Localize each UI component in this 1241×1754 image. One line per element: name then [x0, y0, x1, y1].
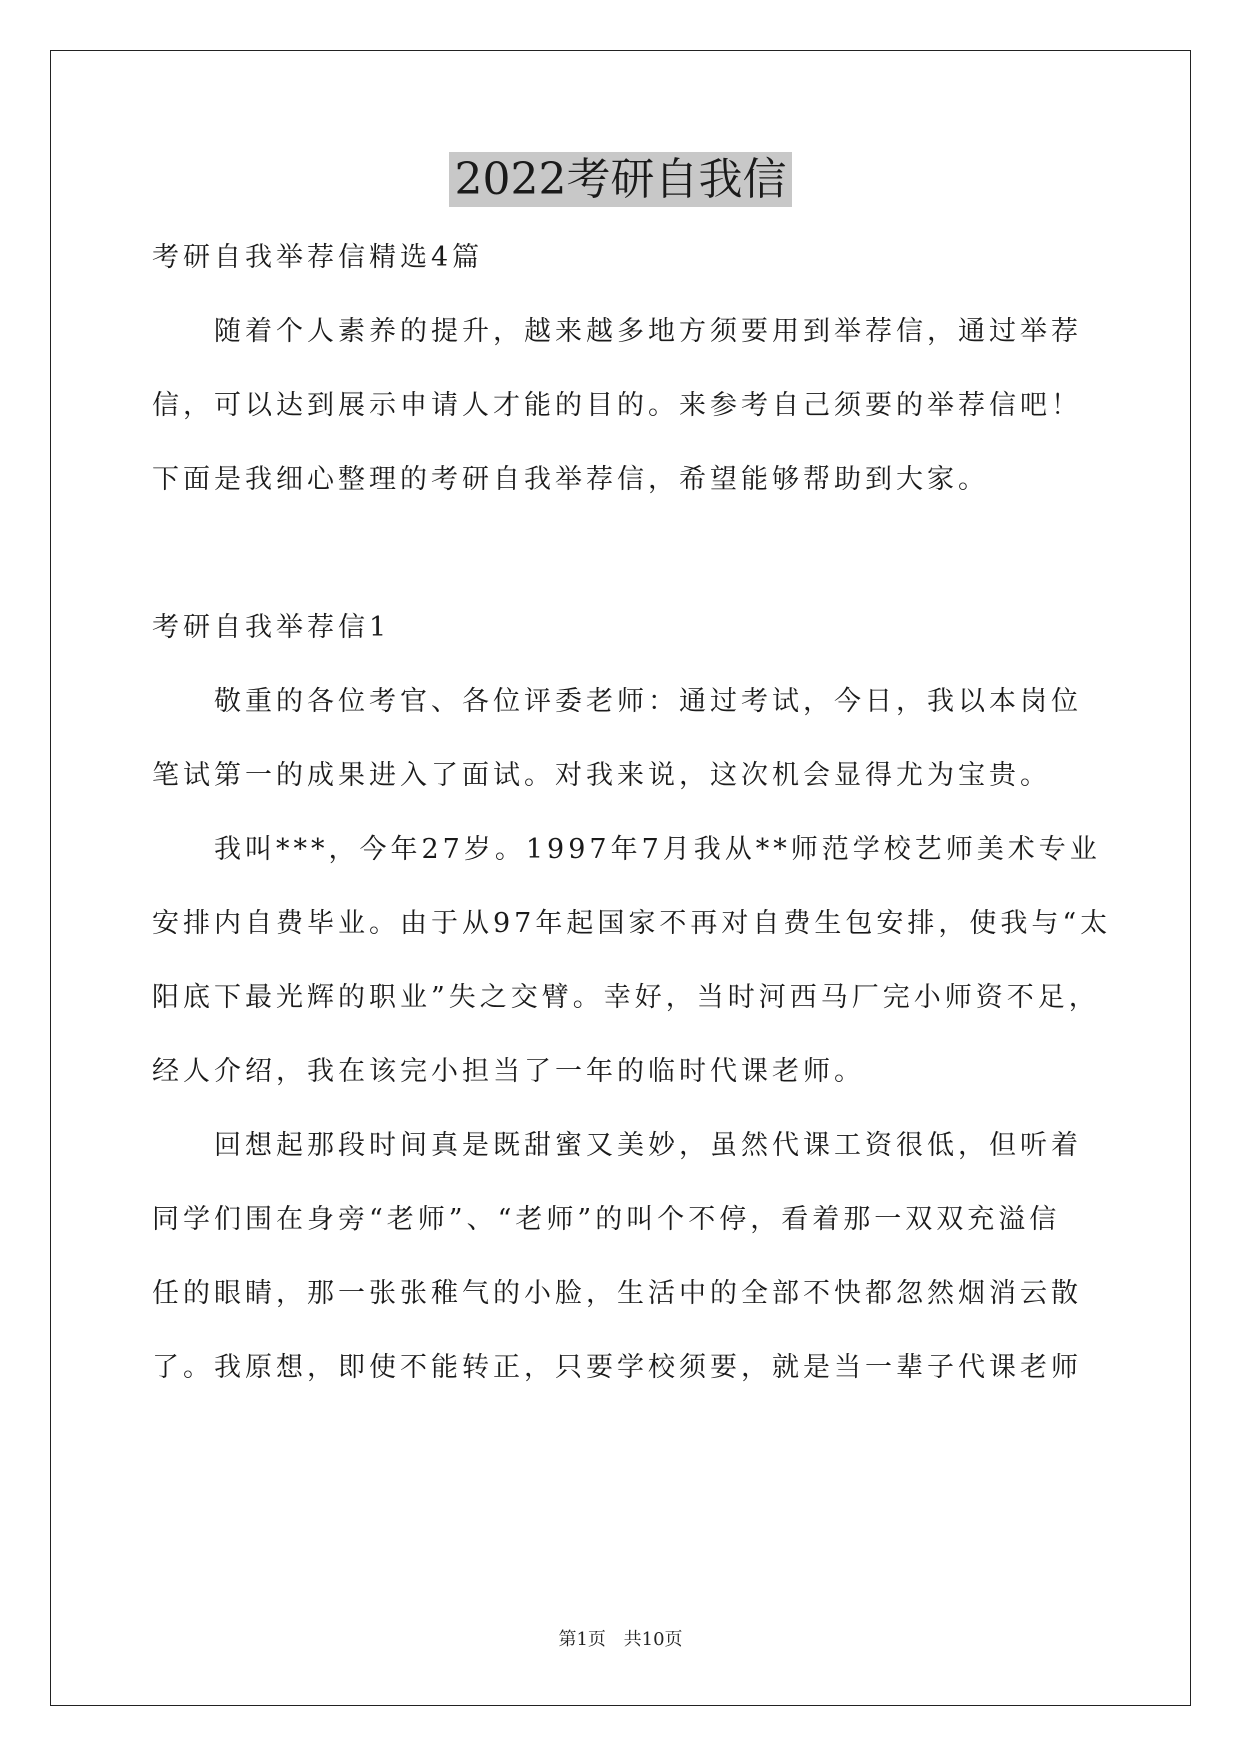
paragraph-line: 安排内自费毕业。由于从97年起国家不再对自费生包安排，使我与“太: [152, 908, 1112, 939]
paragraph-line: 敬重的各位考官、各位评委老师：通过考试，今日，我以本岗位: [214, 686, 1082, 717]
paragraph-line: 任的眼睛，那一张张稚气的小脸，生活中的全部不快都忽然烟消云散: [152, 1278, 1082, 1309]
intro-line: 下面是我细心整理的考研自我举荐信，希望能够帮助到大家。: [152, 464, 989, 495]
paragraph-line: 经人介绍，我在该完小担当了一年的临时代课老师。: [152, 1056, 865, 1087]
section-heading: 考研自我举荐信1: [152, 612, 391, 643]
paragraph-line: 阳底下最光辉的职业”失之交臂。幸好，当时河西马厂完小师资不足，: [152, 982, 1100, 1013]
intro-line: 信，可以达到展示申请人才能的目的。来参考自己须要的举荐信吧！: [152, 390, 1082, 421]
document-title-text: 2022考研自我信: [449, 152, 793, 207]
paragraph-line: 回想起那段时间真是既甜蜜又美妙，虽然代课工资很低，但听着: [214, 1130, 1082, 1161]
paragraph-line: 同学们围在身旁“老师”、“老师”的叫个不停，看着那一双双充溢信: [152, 1204, 1061, 1235]
paragraph-line: 我叫***，今年27岁。1997年7月我从**师范学校艺师美术专业: [214, 834, 1101, 865]
paragraph-line: 笔试第一的成果进入了面试。对我来说，这次机会显得尤为宝贵。: [152, 760, 1051, 791]
page-number: 第1页: [558, 1629, 606, 1650]
paragraph-line: 了。我原想，即使不能转正，只要学校须要，就是当一辈子代课老师: [152, 1352, 1082, 1383]
subtitle: 考研自我举荐信精选4篇: [152, 242, 484, 273]
intro-line: 随着个人素养的提升，越来越多地方须要用到举荐信，通过举荐: [214, 316, 1082, 347]
page-border: [50, 50, 1191, 1706]
document-title: [0, 152, 1241, 208]
page-footer: [0, 1628, 1241, 1652]
page-total: 共10页: [623, 1629, 683, 1650]
